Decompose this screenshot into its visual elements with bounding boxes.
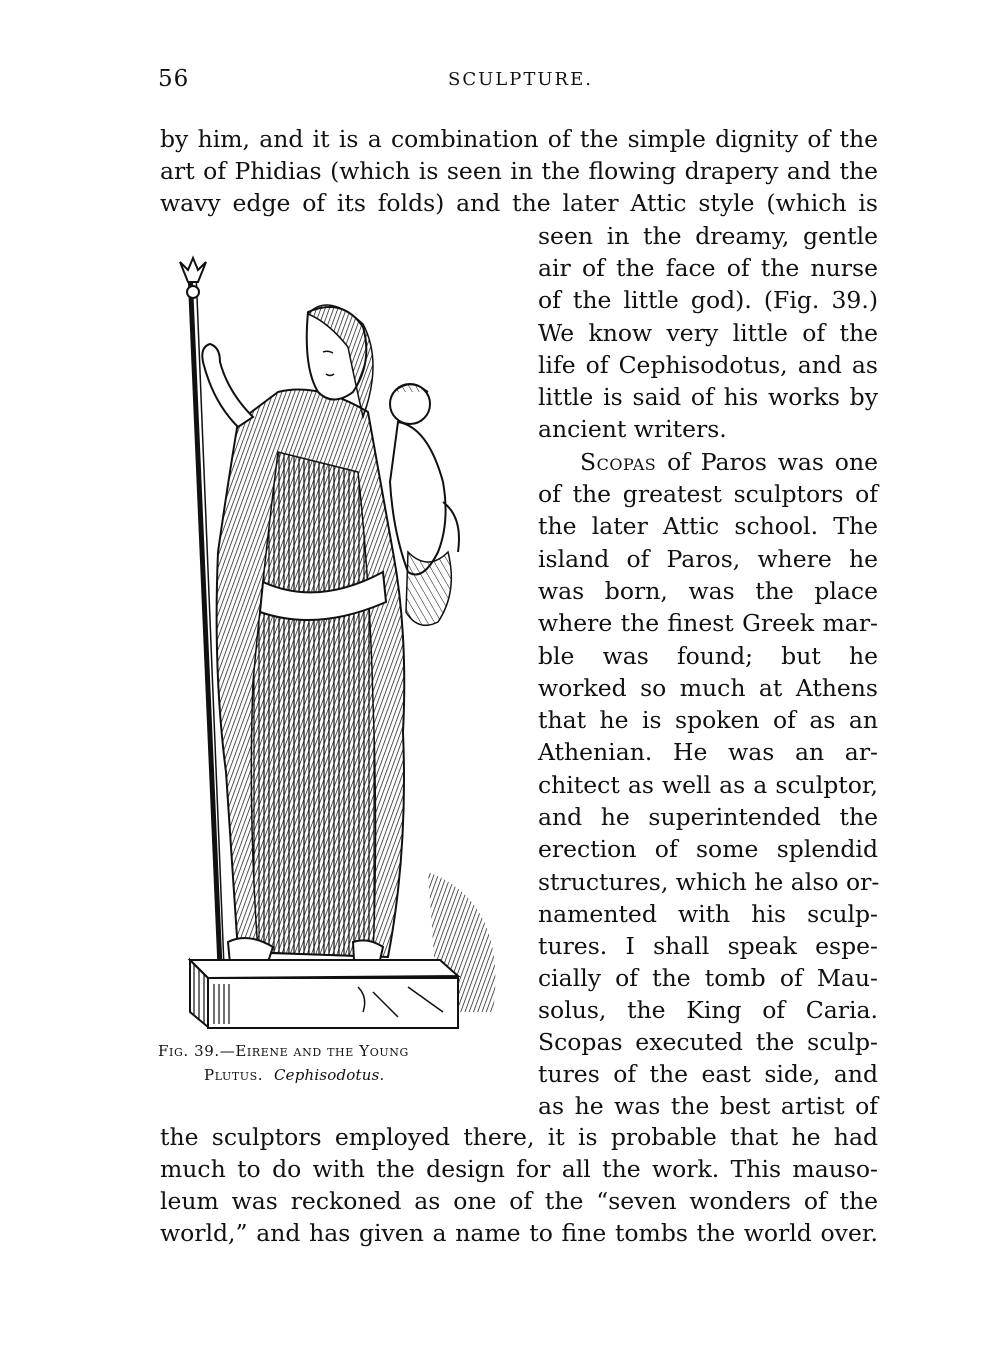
body-line: world,” and has given a name to fine tombs the world over.: [160, 1219, 878, 1247]
caption-subject: Plutus.: [204, 1066, 264, 1084]
body-line: leum was reckoned as one of the “seven wonders of the: [160, 1187, 878, 1215]
chiton: [251, 452, 375, 957]
foot-right: [353, 940, 383, 960]
body-line: air of the face of the nurse: [538, 254, 878, 282]
caption-artist: Cephisodotus.: [273, 1066, 385, 1084]
body-line: as he was the best artist of: [538, 1092, 878, 1120]
body-line: Scopas executed the sculp-: [538, 1028, 878, 1056]
body-line: tures. I shall speak espe-: [538, 932, 878, 960]
body-line: art of Phidias (which is seen in the flowing drapery and the: [160, 157, 878, 185]
body-line: life of Cephisodotus, and as: [538, 351, 878, 379]
body-line: structures, which he also or-: [538, 868, 880, 896]
body-line: much to do with the design for all the work. This mauso-: [160, 1155, 878, 1183]
body-line: the later Attic school. The: [538, 512, 878, 540]
body-line: cially of the tomb of Mau-: [538, 964, 878, 992]
statue-base: [190, 960, 458, 1028]
scopas-rest: of Paros was one: [656, 448, 878, 476]
figure-caption-line1: Fig. 39.—Eirene and the Young: [158, 1042, 409, 1060]
body-line: that he is spoken of as an: [538, 706, 878, 734]
body-line: ancient writers.: [538, 415, 727, 443]
body-line: seen in the dreamy, gentle: [538, 222, 878, 250]
body-line: by him, and it is a combination of the simple dignity of the: [160, 125, 878, 153]
body-line: of the little god). (Fig. 39.): [538, 286, 878, 314]
body-line: chitect as well as a sculptor,: [538, 771, 878, 799]
body-line: of the greatest sculptors of: [538, 480, 878, 508]
statue-engraving: [158, 252, 518, 1032]
body-line: was born, was the place: [538, 577, 878, 605]
body-line: worked so much at Athens: [538, 674, 878, 702]
body-line: where the finest Greek mar-: [538, 609, 878, 637]
body-line: and he superintended the: [538, 803, 878, 831]
body-line: erection of some splendid: [538, 835, 878, 863]
body-line-scopas: [580, 446, 878, 478]
statue-illustration: [158, 252, 518, 1032]
page-number: 56: [158, 66, 190, 92]
body-line: wavy edge of its folds) and the later Attic style (which is: [160, 189, 878, 217]
body-line: We know very little of the: [538, 319, 878, 347]
child-figure: [390, 384, 459, 625]
running-head: [158, 66, 874, 96]
raised-arm: [202, 344, 253, 427]
body-line: little is said of his works by: [538, 383, 878, 411]
body-line: tures of the east side, and: [538, 1060, 878, 1088]
body-line: ble was found; but he: [538, 642, 878, 670]
scopas-smallcaps: Scopas: [580, 448, 657, 476]
running-title: SCULPTURE.: [448, 69, 593, 90]
body-line: island of Paros, where he: [538, 545, 878, 573]
body-line: namented with his sculp-: [538, 900, 878, 928]
figure-caption-line2: [204, 1066, 384, 1084]
body-line: the sculptors employed there, it is probable that he had: [160, 1123, 878, 1151]
body-line: solus, the King of Caria.: [538, 996, 878, 1024]
body-line: Athenian. He was an ar-: [538, 738, 878, 766]
